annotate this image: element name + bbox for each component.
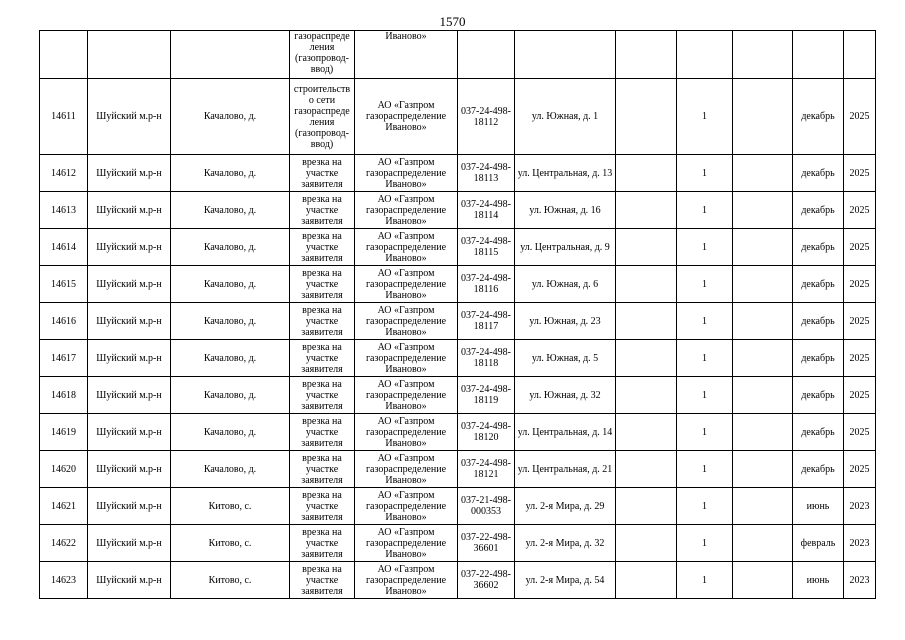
cell-blank: [616, 414, 677, 451]
cell-num: 14615: [40, 266, 88, 303]
page-number: 1570: [439, 14, 466, 29]
cell-address: ул. Южная, д. 32: [515, 377, 616, 414]
cell-count: 1: [677, 340, 733, 377]
cell-code: 037-24-498-18113: [458, 155, 515, 192]
cell-blank: [616, 488, 677, 525]
cell-year: 2025: [844, 192, 876, 229]
cell-locality: Качалово, д.: [171, 79, 290, 155]
cell-blank2: [733, 31, 793, 79]
cell-org: АО «Газпром газораспределение Иваново»: [355, 303, 458, 340]
cell-type: врезка на участке заявителя: [290, 414, 355, 451]
cell-blank: [616, 155, 677, 192]
cell-count: 1: [677, 79, 733, 155]
cell-count: 1: [677, 229, 733, 266]
cell-district: Шуйский м.р-н: [88, 192, 171, 229]
cell-org: АО «Газпром газораспределение Иваново»: [355, 266, 458, 303]
cell-locality: [171, 31, 290, 79]
cell-org: АО «Газпром газораспределение Иваново»: [355, 155, 458, 192]
table-row: [40, 525, 876, 562]
cell-locality: Качалово, д.: [171, 229, 290, 266]
cell-district: Шуйский м.р-н: [88, 340, 171, 377]
cell-month: июнь: [793, 562, 844, 599]
cell-month: февраль: [793, 525, 844, 562]
cell-year: 2025: [844, 377, 876, 414]
cell-type: врезка на участке заявителя: [290, 303, 355, 340]
cell-blank2: [733, 192, 793, 229]
cell-locality: Китово, с.: [171, 525, 290, 562]
cell-month: декабрь: [793, 340, 844, 377]
cell-year: 2025: [844, 79, 876, 155]
cell-year: 2025: [844, 340, 876, 377]
cell-code: 037-24-498-18115: [458, 229, 515, 266]
cell-address: ул. Южная, д. 1: [515, 79, 616, 155]
cell-count: 1: [677, 377, 733, 414]
cell-count: 1: [677, 562, 733, 599]
cell-blank: [616, 303, 677, 340]
cell-num: 14623: [40, 562, 88, 599]
cell-num: 14620: [40, 451, 88, 488]
cell-year: 2025: [844, 303, 876, 340]
table-row-continuation: [40, 31, 876, 79]
cell-code: 037-24-498-18112: [458, 79, 515, 155]
cell-blank2: [733, 266, 793, 303]
cell-year: 2025: [844, 155, 876, 192]
cell-blank: [616, 525, 677, 562]
cell-month: декабрь: [793, 266, 844, 303]
cell-address: ул. Центральная, д. 9: [515, 229, 616, 266]
cell-code: 037-24-498-18119: [458, 377, 515, 414]
cell-org: АО «Газпром газораспределение Иваново»: [355, 414, 458, 451]
table-row: [40, 562, 876, 599]
cell-org: АО «Газпром газораспределение Иваново»: [355, 451, 458, 488]
cell-district: Шуйский м.р-н: [88, 155, 171, 192]
cell-month: декабрь: [793, 155, 844, 192]
cell-address: [515, 31, 616, 79]
cell-year: 2023: [844, 525, 876, 562]
cell-month: декабрь: [793, 451, 844, 488]
cell-district: Шуйский м.р-н: [88, 377, 171, 414]
cell-org: АО «Газпром газораспределение Иваново»: [355, 340, 458, 377]
cell-year: 2025: [844, 266, 876, 303]
cell-num: 14619: [40, 414, 88, 451]
cell-org: АО «Газпром газораспределение Иваново»: [355, 377, 458, 414]
cell-blank2: [733, 525, 793, 562]
cell-blank: [616, 377, 677, 414]
cell-num: 14613: [40, 192, 88, 229]
cell-blank: [616, 79, 677, 155]
cell-count: 1: [677, 451, 733, 488]
cell-address: ул. 2-я Мира, д. 54: [515, 562, 616, 599]
table-row: [40, 229, 876, 266]
cell-locality: Качалово, д.: [171, 155, 290, 192]
cell-code: [458, 31, 515, 79]
cell-num: 14617: [40, 340, 88, 377]
cell-code: 037-24-498-18114: [458, 192, 515, 229]
cell-district: Шуйский м.р-н: [88, 229, 171, 266]
cell-type: газораспреде ления (газопровод-ввод): [290, 31, 355, 79]
cell-type: врезка на участке заявителя: [290, 192, 355, 229]
table-row: [40, 192, 876, 229]
cell-org: Иваново»: [355, 31, 458, 79]
cell-district: Шуйский м.р-н: [88, 414, 171, 451]
cell-type: врезка на участке заявителя: [290, 525, 355, 562]
cell-month: декабрь: [793, 377, 844, 414]
cell-org: АО «Газпром газораспределение Иваново»: [355, 79, 458, 155]
cell-year: 2025: [844, 414, 876, 451]
cell-type: врезка на участке заявителя: [290, 377, 355, 414]
cell-locality: Качалово, д.: [171, 414, 290, 451]
cell-year: 2025: [844, 229, 876, 266]
table-body: [40, 31, 876, 599]
cell-address: ул. Южная, д. 5: [515, 340, 616, 377]
cell-count: 1: [677, 303, 733, 340]
cell-month: декабрь: [793, 192, 844, 229]
cell-type: врезка на участке заявителя: [290, 229, 355, 266]
cell-code: 037-22-498-36601: [458, 525, 515, 562]
cell-blank: [616, 266, 677, 303]
cell-type: врезка на участке заявителя: [290, 340, 355, 377]
table-row: [40, 340, 876, 377]
cell-blank2: [733, 79, 793, 155]
cell-count: 1: [677, 525, 733, 562]
cell-type: врезка на участке заявителя: [290, 451, 355, 488]
cell-org: АО «Газпром газораспределение Иваново»: [355, 229, 458, 266]
cell-month: [793, 31, 844, 79]
cell-blank: [616, 562, 677, 599]
cell-month: декабрь: [793, 79, 844, 155]
table-row: [40, 303, 876, 340]
table-row: [40, 488, 876, 525]
cell-address: ул. Южная, д. 6: [515, 266, 616, 303]
cell-org: АО «Газпром газораспределение Иваново»: [355, 488, 458, 525]
cell-num: 14614: [40, 229, 88, 266]
cell-address: ул. Южная, д. 16: [515, 192, 616, 229]
cell-blank: [616, 340, 677, 377]
cell-blank2: [733, 377, 793, 414]
cell-locality: Китово, с.: [171, 562, 290, 599]
cell-district: Шуйский м.р-н: [88, 525, 171, 562]
cell-district: Шуйский м.р-н: [88, 562, 171, 599]
cell-num: 14616: [40, 303, 88, 340]
cell-num: 14621: [40, 488, 88, 525]
cell-code: 037-24-498-18116: [458, 266, 515, 303]
cell-month: декабрь: [793, 229, 844, 266]
cell-address: ул. Центральная, д. 13: [515, 155, 616, 192]
cell-year: 2023: [844, 488, 876, 525]
table-row: [40, 79, 876, 155]
cell-address: ул. Центральная, д. 21: [515, 451, 616, 488]
table-row: [40, 414, 876, 451]
cell-blank2: [733, 562, 793, 599]
cell-blank: [616, 192, 677, 229]
cell-num: 14611: [40, 79, 88, 155]
cell-count: 1: [677, 192, 733, 229]
cell-locality: Качалово, д.: [171, 377, 290, 414]
cell-address: ул. Южная, д. 23: [515, 303, 616, 340]
gas-connection-table: [39, 30, 876, 599]
cell-district: Шуйский м.р-н: [88, 488, 171, 525]
cell-month: декабрь: [793, 303, 844, 340]
cell-address: ул. 2-я Мира, д. 32: [515, 525, 616, 562]
cell-district: Шуйский м.р-н: [88, 303, 171, 340]
cell-blank2: [733, 155, 793, 192]
cell-district: [88, 31, 171, 79]
cell-org: АО «Газпром газораспределение Иваново»: [355, 525, 458, 562]
cell-blank2: [733, 229, 793, 266]
cell-code: 037-24-498-18121: [458, 451, 515, 488]
cell-address: ул. 2-я Мира, д. 29: [515, 488, 616, 525]
cell-locality: Китово, с.: [171, 488, 290, 525]
cell-blank: [616, 229, 677, 266]
cell-count: 1: [677, 266, 733, 303]
cell-code: 037-21-498-000353: [458, 488, 515, 525]
cell-code: 037-22-498-36602: [458, 562, 515, 599]
table-row: [40, 377, 876, 414]
cell-count: 1: [677, 488, 733, 525]
cell-blank2: [733, 414, 793, 451]
cell-num: 14612: [40, 155, 88, 192]
cell-blank: [616, 31, 677, 79]
cell-locality: Качалово, д.: [171, 340, 290, 377]
cell-district: Шуйский м.р-н: [88, 451, 171, 488]
cell-code: 037-24-498-18118: [458, 340, 515, 377]
cell-locality: Качалово, д.: [171, 266, 290, 303]
cell-locality: Качалово, д.: [171, 303, 290, 340]
cell-num: 14622: [40, 525, 88, 562]
cell-org: АО «Газпром газораспределение Иваново»: [355, 192, 458, 229]
cell-type: врезка на участке заявителя: [290, 266, 355, 303]
table-row: [40, 266, 876, 303]
cell-num: [40, 31, 88, 79]
cell-count: 1: [677, 155, 733, 192]
table-row: [40, 451, 876, 488]
cell-blank2: [733, 451, 793, 488]
cell-num: 14618: [40, 377, 88, 414]
cell-blank: [616, 451, 677, 488]
cell-month: июнь: [793, 488, 844, 525]
cell-blank2: [733, 303, 793, 340]
cell-locality: Качалово, д.: [171, 192, 290, 229]
cell-type: врезка на участке заявителя: [290, 488, 355, 525]
cell-code: 037-24-498-18117: [458, 303, 515, 340]
cell-year: 2023: [844, 562, 876, 599]
cell-year: 2025: [844, 451, 876, 488]
cell-locality: Качалово, д.: [171, 451, 290, 488]
cell-count: 1: [677, 414, 733, 451]
cell-blank2: [733, 340, 793, 377]
cell-type: строительств о сети газораспреде ления (газопровод-ввод): [290, 79, 355, 155]
cell-org: АО «Газпром газораспределение Иваново»: [355, 562, 458, 599]
cell-code: 037-24-498-18120: [458, 414, 515, 451]
cell-year: [844, 31, 876, 79]
cell-district: Шуйский м.р-н: [88, 79, 171, 155]
cell-district: Шуйский м.р-н: [88, 266, 171, 303]
cell-type: врезка на участке заявителя: [290, 155, 355, 192]
cell-blank2: [733, 488, 793, 525]
cell-count: [677, 31, 733, 79]
table-row: [40, 155, 876, 192]
cell-month: декабрь: [793, 414, 844, 451]
cell-address: ул. Центральная, д. 14: [515, 414, 616, 451]
cell-type: врезка на участке заявителя: [290, 562, 355, 599]
